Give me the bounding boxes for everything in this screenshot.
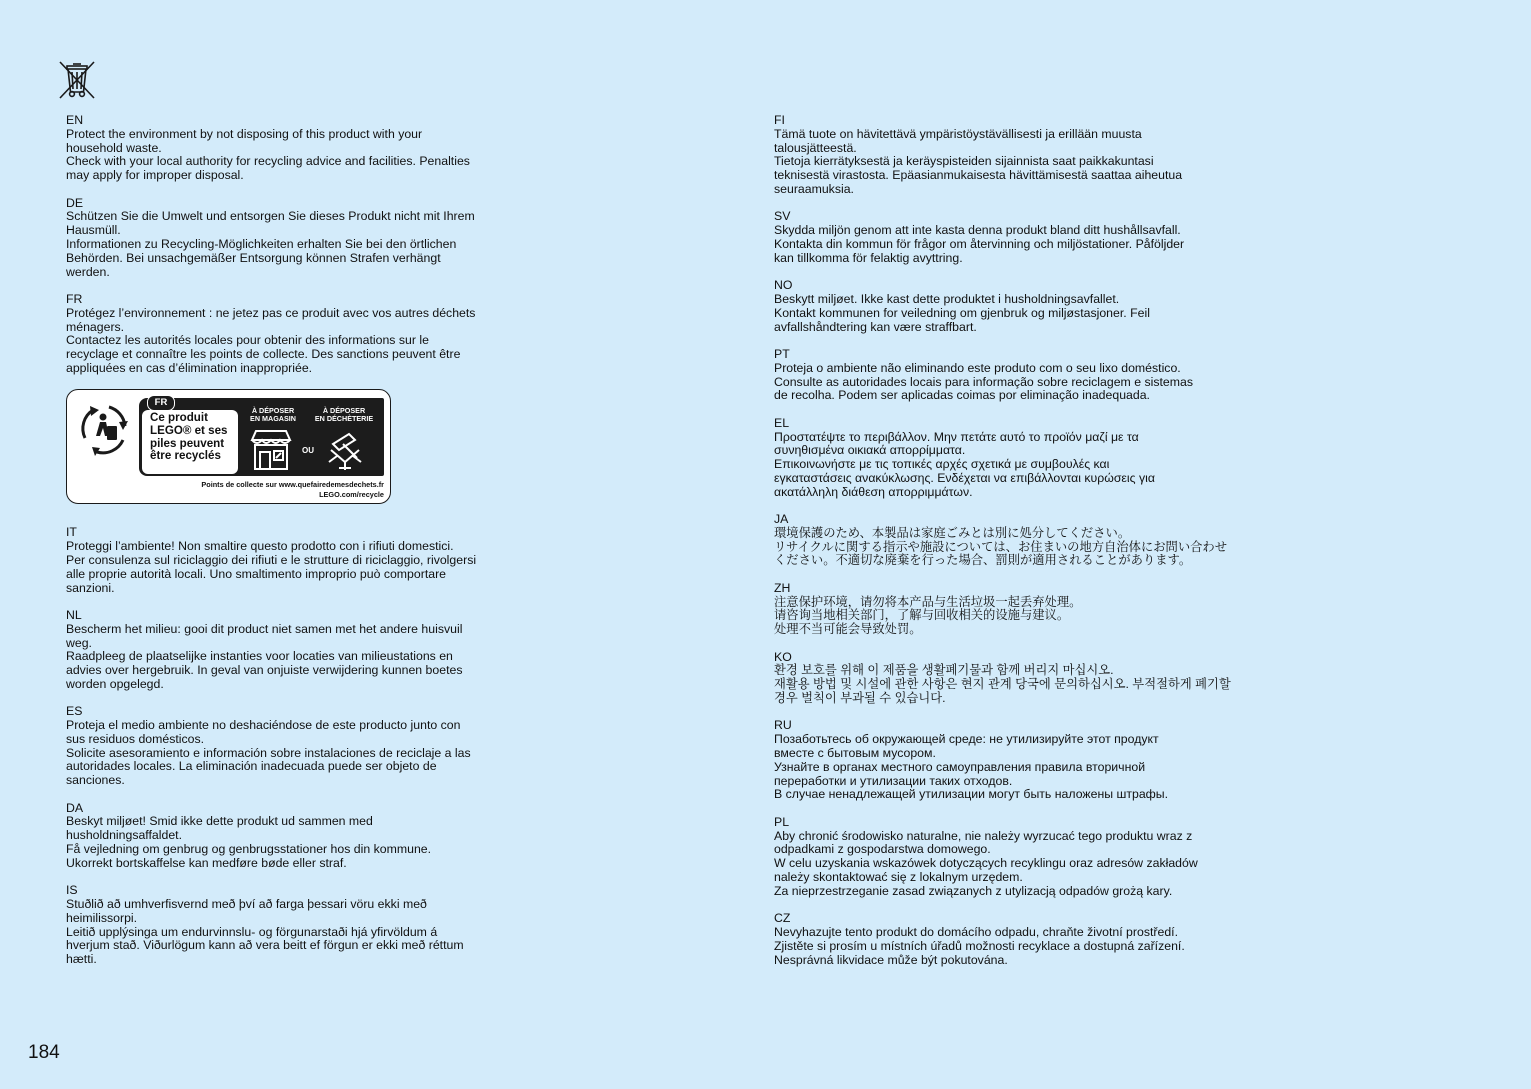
text-line: Ukorrekt bortskaffelse kan medføre bøde eller straf. bbox=[66, 855, 347, 870]
language-code: NO bbox=[774, 278, 793, 293]
text-line: Schützen Sie die Umwelt und entsorgen Sie dieses Produkt nicht mit Ihrem bbox=[66, 209, 475, 224]
language-code: DA bbox=[66, 800, 84, 815]
text-line: odpadkami z gospodarstwa domowego. bbox=[774, 842, 991, 857]
text-line: リサイクルに関する指示や施設については、お住まいの地方自治体にお問い合わせ bbox=[774, 539, 1228, 554]
or-label: OU bbox=[302, 446, 314, 456]
text-line: Raadpleeg de plaatselijke instanties voor locaties van milieustations en bbox=[66, 649, 453, 664]
text-line: Proteja el medio ambiente no deshaciéndose de este producto junto con bbox=[66, 718, 461, 733]
text-line: Beskytt miljøet. Ikke kast dette produktet i husholdningsavfallet. bbox=[774, 291, 1120, 306]
text-line: 경우 벌칙이 부과될 수 있습니다. bbox=[774, 691, 946, 706]
language-section-pl bbox=[774, 816, 1234, 899]
text-line: Nevyhazujte tento produkt do domácího odpadu, chraňte životní prostředí. bbox=[774, 924, 1178, 939]
text-line: de recolha. Podem ser aplicadas coimas por eliminação inadequada. bbox=[774, 388, 1150, 403]
text-line: sanzioni. bbox=[66, 580, 115, 595]
recycling-center-label: À DÉPOSER EN DÉCHÈTERIE bbox=[314, 406, 374, 424]
text-line: Za nieprzestrzeganie zasad związanych z utylizacją odpadów grożą kary. bbox=[774, 883, 1173, 898]
language-section-el bbox=[774, 417, 1234, 500]
language-section-cz bbox=[774, 912, 1234, 967]
language-code: KO bbox=[774, 649, 792, 664]
text-line: Check with your local authority for recycling advice and facilities. Penalties bbox=[66, 154, 470, 169]
text-line: Hausmüll. bbox=[66, 223, 121, 238]
language-section-is bbox=[66, 884, 524, 967]
language-code: NL bbox=[66, 607, 82, 622]
text-line: 注意保护环境，请勿将本产品与生活垃圾一起丢弃处理。 bbox=[774, 594, 1082, 609]
text-line: Tietoja kierrätyksestä ja keräyspisteiden sijainnista saat paikkakuntasi bbox=[774, 154, 1154, 169]
text-line: Узнайте в органах местного самоуправления правила вторичной bbox=[774, 759, 1146, 774]
page-number: 184 bbox=[28, 1042, 60, 1063]
text-line: Προστατέψτε το περιβάλλον. Μην πετάτε αυτό το προϊόν μαζί με τα bbox=[774, 429, 1139, 444]
text-line: Skydda miljön genom att inte kasta denna produkt bland ditt hushållsavfall. bbox=[774, 223, 1181, 238]
triman-recycling-label bbox=[66, 389, 391, 504]
language-code: ZH bbox=[774, 580, 791, 595]
text-line: В случае ненадлежащей утилизации могут быть наложены штрафы. bbox=[774, 787, 1169, 802]
text-line: Επικοινωνήστε με τις τοπικές αρχές σχετικά με συμβουλές και bbox=[774, 457, 1110, 472]
text-line: należy skontaktować się z lokalnym urzędem. bbox=[774, 870, 1023, 884]
language-code: JA bbox=[774, 512, 789, 527]
triman-footer: Points de collecte sur www.quefairedemesdechets.fr LEGO.com/recycle bbox=[201, 480, 384, 500]
text-line: ακατάλληλη διάθεση απορριμμάτων. bbox=[774, 484, 973, 499]
text-line: Bescherm het milieu: gooi dit product niet samen met het andere huisvuil bbox=[66, 621, 463, 636]
language-code: FI bbox=[774, 113, 785, 127]
text-line: Stuðlið að umhverfisvernd með því að farga þessari vöru ekki með bbox=[66, 897, 427, 912]
text-line: Proteja o ambiente não eliminando este produto com o seu lixo doméstico. bbox=[774, 360, 1181, 375]
language-section-no bbox=[774, 279, 1234, 334]
language-code: IT bbox=[66, 525, 77, 540]
text-line: talousjätteestä. bbox=[774, 140, 857, 155]
language-code: PL bbox=[774, 814, 790, 829]
language-section-fi bbox=[774, 114, 1234, 197]
text-line: 환경 보호를 위해 이 제품을 생활폐기물과 함께 버리지 마십시오. bbox=[774, 663, 1114, 678]
text-line: Beskyt miljøet! Smid ikke dette produkt ud sammen med bbox=[66, 814, 373, 829]
text-line: εγκαταστάσεις ανακύκλωσης. Ενδέχεται να επιβάλλονται κυρώσεις για bbox=[774, 470, 1155, 485]
crossed-out-wheeled-bin-icon bbox=[58, 60, 96, 100]
text-line: Tämä tuote on hävitettävä ympäristöystävällisesti ja erillään muusta bbox=[774, 126, 1142, 141]
language-code: RU bbox=[774, 718, 792, 733]
text-line: 处理不当可能会导致处罚。 bbox=[774, 622, 922, 637]
text-line: Contactez les autorités locales pour obtenir des informations sur le bbox=[66, 333, 429, 348]
text-line: ください。不適切な廃棄を行った場合、罰則が適用されることがあります。 bbox=[774, 553, 1192, 568]
text-line: Позаботьтесь об окружающей среде: не утилизируйте этот продукт bbox=[774, 732, 1159, 747]
language-section-ko bbox=[774, 651, 1234, 706]
text-line: W celu uzyskania wskazówek dotyczących recyklingu oraz adresów zakładów bbox=[774, 856, 1198, 871]
left-column bbox=[66, 114, 524, 981]
text-line: Behörden. Bei unsachgemäßer Entsorgung können Strafen verhängt bbox=[66, 250, 441, 265]
text-line: συνηθισμένα οικιακά απορρίμματα. bbox=[774, 443, 966, 458]
right-column bbox=[774, 114, 1234, 981]
language-section-pt bbox=[774, 348, 1234, 403]
text-line: Kontakta din kommun för frågor om återvinning och miljöstationer. Påföljder bbox=[774, 236, 1185, 251]
language-section-fr bbox=[66, 293, 524, 376]
text-line: hverjum stað. Viðurlögum kann að vera beitt ef förgun er ekki með réttum bbox=[66, 938, 464, 953]
text-line: Protégez l’environnement : ne jetez pas ce produit avec vos autres déchets bbox=[66, 305, 476, 320]
text-line: avfallshåndtering kan være straffbart. bbox=[774, 319, 977, 334]
language-code: IS bbox=[66, 883, 78, 898]
text-line: sus residuos domésticos. bbox=[66, 731, 205, 746]
store-drop-off-label: À DÉPOSER EN MAGASIN bbox=[250, 406, 296, 424]
text-line: Få vejledning om genbrug og genbrugsstationer hos din kommune. bbox=[66, 842, 432, 857]
text-line: kan tillkomma för felaktig avyttring. bbox=[774, 250, 963, 265]
language-section-en bbox=[66, 114, 524, 183]
text-line: ménagers. bbox=[66, 319, 125, 334]
text-line: may apply for improper disposal. bbox=[66, 168, 244, 183]
recycling-center-icon bbox=[323, 428, 369, 472]
text-line: Consulte as autoridades locais para informação sobre reciclagem e sistemas bbox=[774, 374, 1193, 389]
text-line: Kontakt kommunen for veiledning om gjenbruk og miljøstasjoner. Feil bbox=[774, 305, 1150, 320]
language-code: EN bbox=[66, 113, 84, 127]
language-section-es bbox=[66, 705, 524, 788]
text-line: Informationen zu Recycling-Möglichkeiten erhalten Sie bei den örtlichen bbox=[66, 236, 457, 251]
fr-badge: FR bbox=[147, 395, 175, 411]
language-section-sv bbox=[774, 210, 1234, 265]
text-line: seuraamuksia. bbox=[774, 181, 854, 196]
language-code: DE bbox=[66, 195, 84, 210]
text-line: autoridades locales. La eliminación inadecuada puede ser objeto de bbox=[66, 759, 437, 774]
language-code: FR bbox=[66, 291, 83, 306]
text-line: appliquées en cas d’élimination inappropriée. bbox=[66, 360, 313, 375]
text-line: weg. bbox=[66, 635, 92, 650]
language-section-da bbox=[66, 802, 524, 871]
text-line: 環境保護のため、本製品は家庭ごみとは別に処分してください。 bbox=[774, 525, 1131, 540]
text-line: Aby chronić środowisko naturalne, nie należy wyrzucać tego produktu wraz z bbox=[774, 828, 1193, 843]
text-line: Solicite asesoramiento e información sobre instalaciones de reciclaje a las bbox=[66, 745, 471, 760]
text-line: alle proprie autorità locali. Uno smaltimento improprio può comportare bbox=[66, 566, 447, 581]
language-section-ru bbox=[774, 719, 1234, 802]
text-line: Per consulenza sul riciclaggio dei rifiuti e le strutture di riciclaggio, rivolgersi bbox=[66, 552, 477, 567]
language-section-zh bbox=[774, 582, 1234, 637]
text-line: sanciones. bbox=[66, 773, 125, 788]
text-line: 请咨询当地相关部门，了解与回收相关的设施与建议。 bbox=[774, 608, 1070, 623]
language-code: PT bbox=[774, 346, 790, 361]
triman-recycling-icon bbox=[73, 398, 135, 460]
text-line: вместе с бытовым мусором. bbox=[774, 746, 936, 761]
text-line: werden. bbox=[66, 264, 110, 279]
triman-main-text: Ce produit LEGO® et ses piles peuvent être recyclés bbox=[150, 411, 228, 463]
text-line: Zjistěte si prosím u místních úřadů možnosti recyklace a dostupná zařízení. bbox=[774, 938, 1185, 953]
text-line: 재활용 방법 및 시설에 관한 사항은 현지 관계 당국에 문의하십시오. 부적절하게 폐기할 bbox=[774, 677, 1231, 692]
language-code: CZ bbox=[774, 911, 791, 926]
text-line: Protect the environment by not disposing of this product with your bbox=[66, 126, 423, 141]
store-drop-off-icon bbox=[248, 428, 294, 472]
text-line: Proteggi l’ambiente! Non smaltire questo prodotto con i rifiuti domestici. bbox=[66, 539, 454, 554]
text-line: переработки и утилизации таких отходов. bbox=[774, 773, 1013, 788]
text-line: teknisestä virastosta. Epäasianmukaisesta hävittämisestä saattaa aiheutua bbox=[774, 168, 1183, 183]
language-section-ja bbox=[774, 513, 1234, 568]
language-code: SV bbox=[774, 209, 791, 224]
language-code: EL bbox=[774, 415, 790, 430]
text-line: household waste. bbox=[66, 140, 162, 155]
text-line: husholdningsaffaldet. bbox=[66, 828, 183, 843]
text-line: recyclage et connaître les points de collecte. Des sanctions peuvent être bbox=[66, 347, 461, 362]
language-section-it bbox=[66, 526, 524, 595]
text-line: worden opgelegd. bbox=[66, 676, 164, 691]
text-line: advies over hergebruik. In geval van onjuiste verwijdering kunnen boetes bbox=[66, 663, 463, 678]
text-line: heimilissorpi. bbox=[66, 910, 138, 925]
language-code: ES bbox=[66, 704, 83, 719]
text-line: Leitið upplýsinga um endurvinnslu- og förgunarstaði hjá yfirvöldum á bbox=[66, 924, 438, 939]
text-line: hætti. bbox=[66, 952, 97, 967]
language-section-nl bbox=[66, 609, 524, 692]
language-section-de bbox=[66, 197, 524, 280]
text-line: Nesprávná likvidace může být pokutována. bbox=[774, 952, 1008, 967]
